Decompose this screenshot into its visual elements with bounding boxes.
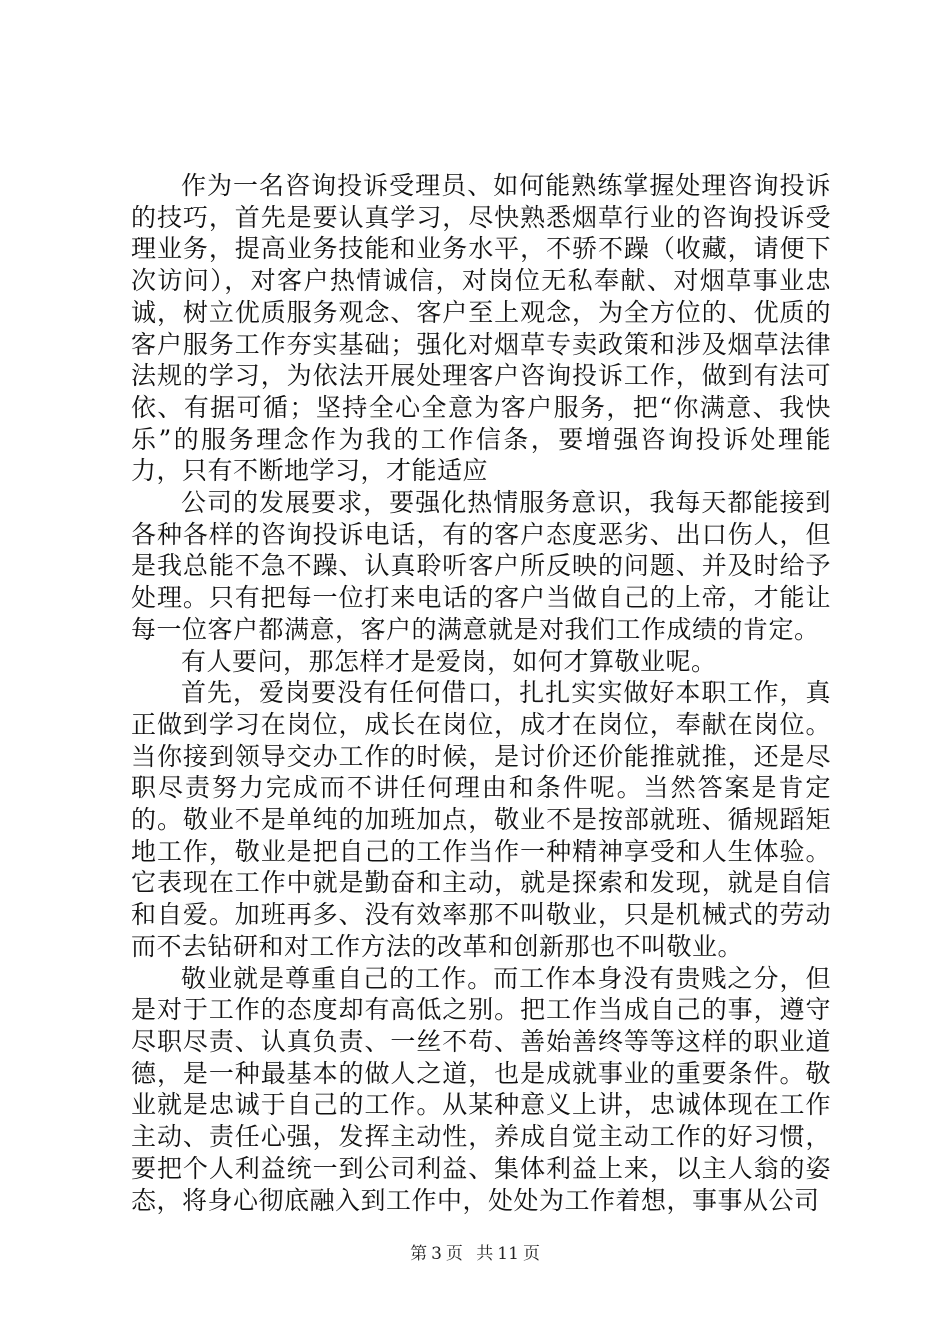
page-footer [0, 1243, 950, 1265]
total-pages: 11 [497, 1244, 519, 1264]
page-number: 3 [431, 1244, 442, 1264]
total-indicator [474, 1244, 542, 1264]
paragraph-3: 有人要问，那怎样才是爱岗，如何才算敬业呢。 [181, 646, 717, 676]
total-label: 共 [476, 1244, 494, 1264]
total-suffix: 页 [522, 1244, 540, 1264]
paragraph-2: 公司的发展要求，要强化热情服务意识，我每天都能接到各种各样的咨询投诉电话，有的客户态度恶劣、出口伤人，但是我总能不急不躁、认真聆听客户所反映的问题、并及时给予处理。只有把每一位打来电话的客户当做自己的上帝，才能让每一位客户都满意，客户的满意就是对我们工作成绩的肯定。 [131, 488, 831, 644]
paragraph-4: 首先，爱岗要没有任何借口，扎扎实实做好本职工作，真正做到学习在岗位，成长在岗位，成才在岗位，奉献在岗位。当你接到领导交办工作的时候，是讨价还价能推就推，还是尽职尽责努力完成而不讲任何理由和条件呢。当然答案是肯定的。敬业不是单纯的加班加点，敬业不是按部就班、循规蹈矩地工作，敬业是把自己的工作当作一种精神享受和人生体验。它表现在工作中就是勤奋和主动，就是探索和发现，就是自信和自爱。加班再多、没有效率那不叫敬业，只是机械式的劳动而不去钻研和对工作方法的改革和创新那也不叫敬业。 [131, 678, 831, 961]
body-text [131, 170, 831, 1216]
paragraph-5: 敬业就是尊重自己的工作。而工作本身没有贵贱之分，但是对于工作的态度却有高低之别。把工作当成自己的事，遵守尽职尽责、认真负责、一丝不苟、善始善终等等这样的职业道德，是一种最基本的做人之道，也是成就事业的重要条件。敬业就是忠诚于自己的工作。从某种意义上讲，忠诚体现在工作主动、责任心强，发挥主动性，养成自觉主动工作的好习惯，要把个人利益统一到公司利益、集体利益上来，以主人翁的姿态，将身心彻底融入到工作中，处处为工作着想，事事从公司 [131, 963, 831, 1215]
page-label: 第 [410, 1244, 428, 1264]
page-indicator [408, 1244, 465, 1264]
paragraph-1: 作为一名咨询投诉受理员、如何能熟练掌握处理咨询投诉的技巧，首先是要认真学习，尽快熟悉烟草行业的咨询投诉受理业务，提高业务技能和业务水平，不骄不躁（收藏，请便下次访问），对客户热情诚信，对岗位无私奉献、对烟草事业忠诚，树立优质服务观念、客户至上观念，为全方位的、优质的客户服务工作夯实基础；强化对烟草专卖政策和涉及烟草法律法规的学习，为依法开展处理客户咨询投诉工作，做到有法可依、有据可循；坚持全心全意为客户服务，把“你满意、我快乐”的服务理念作为我的工作信条，要增强咨询投诉处理能力，只有不断地学习，才能适应 [131, 171, 831, 486]
page-suffix: 页 [445, 1244, 463, 1264]
